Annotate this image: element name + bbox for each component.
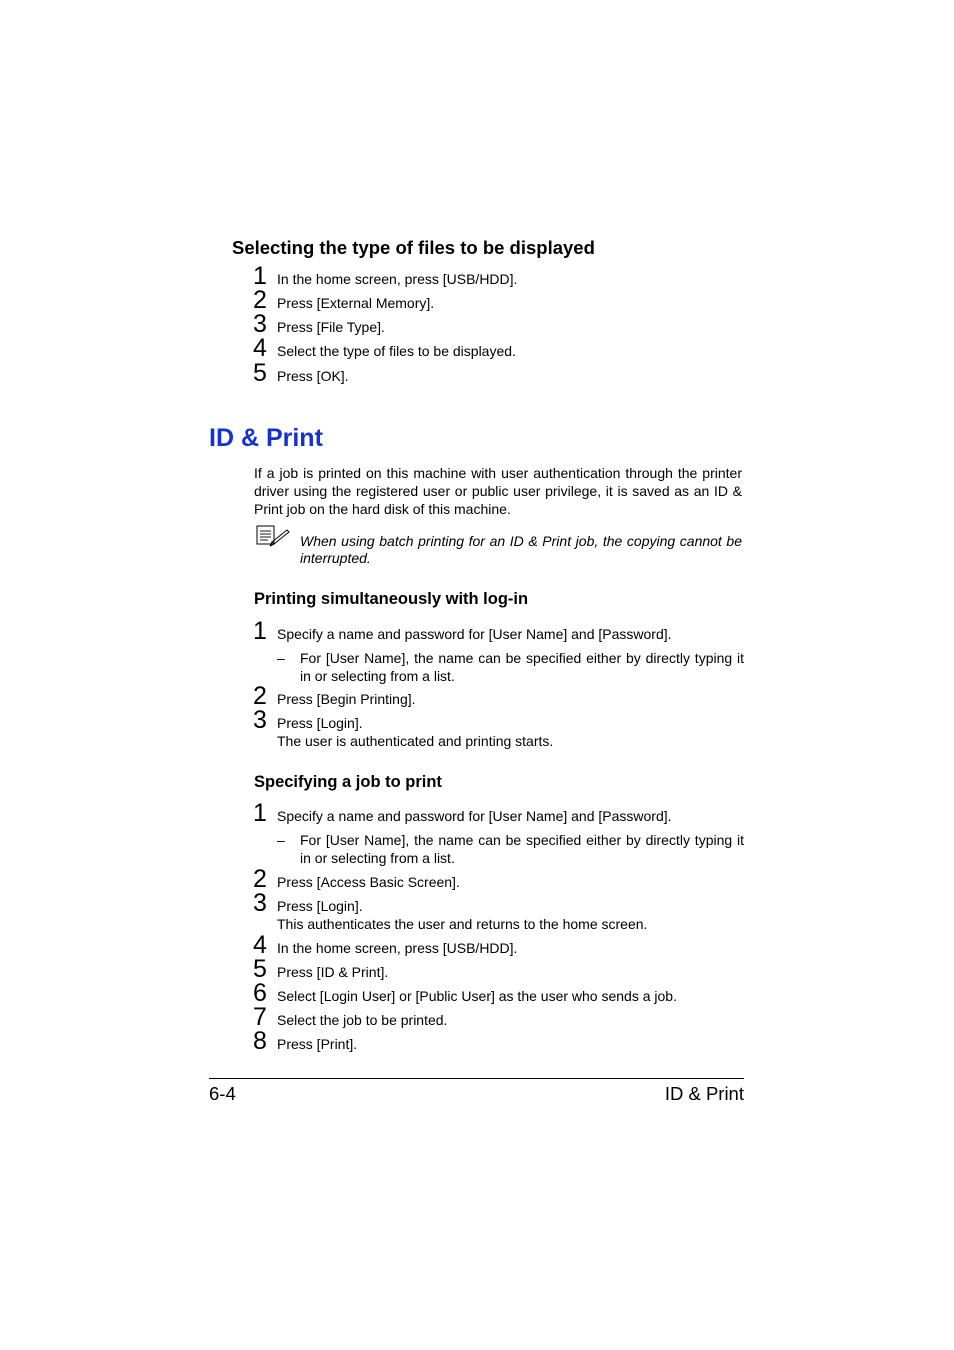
chapter-title: ID & Print	[209, 424, 323, 452]
step-number: 1	[253, 262, 267, 290]
footer-rule	[209, 1078, 744, 1079]
step-text: Press [Begin Printing].	[277, 691, 416, 707]
step-number: 3	[253, 706, 267, 734]
step-text: Press [Login].	[277, 898, 363, 914]
step-text: Press [ID & Print].	[277, 964, 389, 980]
step-text: Press [OK].	[277, 368, 349, 384]
step-number: 5	[253, 359, 267, 387]
step-number: 5	[253, 955, 267, 983]
list-dash: –	[277, 650, 285, 666]
step-number: 3	[253, 889, 267, 917]
section-heading-specify-job: Specifying a job to print	[254, 773, 442, 791]
step-result: The user is authenticated and printing starts.	[277, 733, 554, 749]
step-text: Press [Access Basic Screen].	[277, 874, 460, 890]
step-text: Select [Login User] or [Public User] as the user who sends a job.	[277, 988, 677, 1004]
step-number: 4	[253, 931, 267, 959]
step-text: Select the job to be printed.	[277, 1012, 448, 1028]
step-number: 2	[253, 865, 267, 893]
step-text: Press [Login].	[277, 715, 363, 731]
step-number: 6	[253, 979, 267, 1007]
step-number: 7	[253, 1003, 267, 1031]
step-text: Press [External Memory].	[277, 295, 435, 311]
step-text: Specify a name and password for [User Name] and [Password].	[277, 626, 672, 642]
intro-paragraph: If a job is printed on this machine with user authentication through the printer driver using the registered user or public user privilege, it is saved as an ID & Print job on the hard disk of this machine.	[254, 465, 742, 517]
note-text: When using batch printing for an ID & Print job, the copying cannot be interrupted.	[300, 533, 742, 566]
step-subtext: For [User Name], the name can be specified either by directly typing it in or selecting from a list.	[300, 650, 744, 684]
section-heading-file-type: Selecting the type of files to be displayed	[232, 237, 595, 258]
step-text: Select the type of files to be displayed.	[277, 343, 516, 359]
step-text: Press [File Type].	[277, 319, 385, 335]
step-text: In the home screen, press [USB/HDD].	[277, 271, 518, 287]
step-text: Specify a name and password for [User Name] and [Password].	[277, 808, 672, 824]
footer-page-number: 6-4	[209, 1083, 236, 1104]
step-text: Press [Print].	[277, 1036, 358, 1052]
step-number: 8	[253, 1027, 267, 1055]
step-number: 4	[253, 334, 267, 362]
note-pencil-icon	[255, 524, 291, 548]
section-heading-login-print: Printing simultaneously with log-in	[254, 590, 529, 608]
step-subtext: For [User Name], the name can be specified either by directly typing it in or selecting from a list.	[300, 832, 744, 866]
step-number: 2	[253, 286, 267, 314]
step-result: This authenticates the user and returns to the home screen.	[277, 916, 648, 932]
step-number: 1	[253, 799, 267, 827]
list-dash: –	[277, 832, 285, 848]
step-number: 2	[253, 682, 267, 710]
step-number: 3	[253, 310, 267, 338]
step-text: In the home screen, press [USB/HDD].	[277, 940, 518, 956]
step-number: 1	[253, 617, 267, 645]
footer-chapter-title: ID & Print	[664, 1083, 744, 1104]
